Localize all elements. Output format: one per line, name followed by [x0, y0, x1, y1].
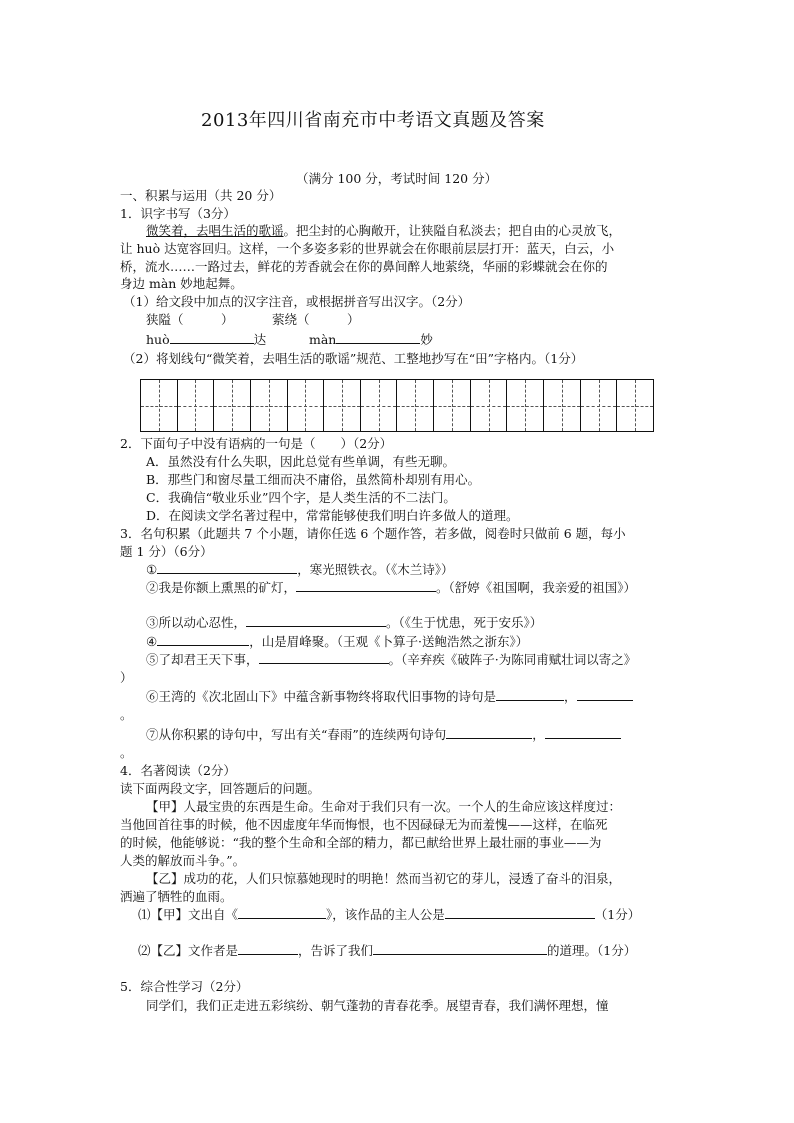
grid-cell[interactable] — [471, 380, 508, 431]
pinyin-item-2 — [309, 331, 433, 348]
item-number: ④ — [146, 634, 158, 649]
word-item-1: 狭隘（ ） — [146, 312, 234, 327]
answer-blank[interactable] — [246, 614, 386, 627]
item-text: 的道理。（1分） — [547, 943, 637, 958]
answer-blank[interactable] — [157, 561, 297, 574]
answer-blank[interactable] — [238, 942, 298, 955]
passage-jia-line-2: 当他回首往事的时候，他不因虚度年华而悔恨，也不因碌碌无为而羞愧——这样，在临死 — [120, 817, 608, 832]
passage-jia-line-3: 的时候，他能够说：“我的整个生命和全部的精力，都已献给世界上最壮丽的事业——为 — [120, 835, 602, 850]
q5-passage-line-1: 同学们，我们正走进五彩缤纷、朝气蓬勃的青春花季。展望青春，我们满怀理想，憧 — [146, 998, 609, 1013]
q1-passage-line-1 — [146, 222, 621, 239]
poem-item-5 — [146, 651, 636, 668]
item-text: ，寒光照铁衣。（《木兰诗》） — [297, 562, 454, 577]
item-text: 。（辛弃疾《破阵子·为陈同甫赋壮词以寄之》 — [388, 652, 637, 667]
poem-item-6-cont: 。 — [120, 707, 133, 722]
passage-jia-line-1: 【甲】人最宝贵的东西是生命。生命对于我们只有一次。一个人的生命应该这样度过： — [146, 799, 622, 814]
grid-cell[interactable] — [617, 380, 653, 431]
section-heading: 一、积累与运用（共 20 分） — [120, 188, 282, 203]
answer-blank[interactable] — [296, 579, 436, 592]
answer-blank[interactable] — [373, 942, 547, 955]
grid-cell[interactable] — [361, 380, 398, 431]
q4-sub-1 — [138, 906, 640, 923]
answer-blank[interactable] — [336, 331, 420, 344]
answer-blank[interactable] — [446, 726, 532, 739]
q4-intro: 读下面两段文字，回答题后的问题。 — [120, 781, 321, 796]
poem-item-2 — [146, 579, 636, 596]
answer-blank[interactable] — [259, 651, 389, 664]
item-text: ⑵【乙】文作者是 — [138, 943, 239, 958]
poem-item-3 — [146, 614, 542, 631]
q1-sub-1: （1）给文段中加点的汉字注音，或根据拼音写出汉字。（2分） — [123, 294, 471, 309]
grid-cell[interactable] — [251, 380, 288, 431]
answer-blank[interactable] — [577, 688, 633, 701]
grid-cell[interactable] — [507, 380, 544, 431]
pinyin-tail: 妙 — [420, 332, 433, 347]
answer-blank[interactable] — [170, 331, 254, 344]
passage-yi-line-1: 【乙】成功的花，人们只惊慕她现时的明艳！然而当初它的芽儿，浸透了奋斗的泪泉， — [146, 871, 622, 886]
page-title: 2013年四川省南充市中考语文真题及答案 — [201, 110, 545, 131]
poem-item-7 — [146, 726, 621, 743]
poem-item-5-cont: ） — [120, 670, 133, 685]
grid-cell[interactable] — [434, 380, 471, 431]
answer-blank[interactable] — [238, 906, 326, 919]
underlined-sentence: 微笑着，去唱生活的歌谣 — [146, 223, 284, 238]
grid-cell[interactable] — [581, 380, 618, 431]
answer-blank[interactable] — [496, 688, 564, 701]
answer-blank[interactable] — [157, 633, 249, 646]
grid-cell[interactable] — [544, 380, 581, 431]
grid-cell[interactable] — [288, 380, 325, 431]
item-text: ⑤了却君王天下事， — [146, 652, 259, 667]
item-text: 。（《生于忧患，死于安乐》） — [386, 615, 543, 630]
pinyin-tail: 达 — [253, 332, 267, 347]
question-2-heading: 2．下面句子中没有语病的一句是（ ）（2分） — [120, 436, 393, 451]
item-text: ②我是你额上熏黑的矿灯， — [146, 580, 297, 595]
item-text: ⑴【甲】文出自《 — [138, 907, 239, 922]
pinyin-item-1 — [146, 331, 266, 348]
question-4-heading: 4．名著阅读（2分） — [120, 763, 236, 778]
passage-text: 。把尘封的心胸敞开，让狭隘自私淡去；把自由的心灵放飞， — [283, 223, 622, 238]
answer-blank[interactable] — [545, 726, 621, 739]
question-3-heading: 3．名句积累（此题共 7 个小题，请你任选 6 个题作答，若多做，阅卷时只做前 6 题，每小 — [120, 526, 626, 541]
question-5-heading: 5．综合性学习（2分） — [120, 979, 249, 994]
item-text: （1分） — [594, 907, 641, 922]
item-text: ， — [532, 727, 545, 742]
question-3-heading-cont: 题 1 分）（6分） — [120, 544, 213, 559]
pinyin-text: màn — [309, 332, 337, 347]
item-text: 。（舒婷《祖国啊，我亲爱的祖国》） — [436, 580, 637, 595]
grid-cell[interactable] — [141, 380, 178, 431]
item-text: ③所以动心忍性， — [146, 615, 247, 630]
pinyin-text: huò — [146, 332, 170, 347]
poem-item-6 — [146, 688, 633, 705]
word-item-2: 萦绕（ ） — [272, 312, 360, 327]
q1-passage-line-3: 桥，流水……一路过去，鲜花的芳香就会在你的鼻间醉人地萦绕，华丽的彩蝶就会在你的 — [120, 259, 608, 274]
exam-note: （满分 100 分，考试时间 120 分） — [296, 171, 498, 186]
option-d[interactable]: D．在阅读文学名著过程中，常常能够使我们明白许多做人的道理。 — [146, 508, 519, 523]
grid-cell[interactable] — [178, 380, 215, 431]
tian-grid[interactable] — [140, 379, 654, 432]
passage-yi-line-2: 洒遍了牺牲的血雨。 — [120, 889, 233, 904]
q1-passage-line-2: 让 huò 达宽容回归。这样，一个多姿多彩的世界就会在你眼前层层打开：蓝天，白云，小 — [120, 241, 615, 256]
option-c[interactable]: C．我确信“敬业乐业”四个字，是人类生活的不二法门。 — [146, 490, 456, 505]
q1-passage-line-4: 身边 màn 妙地起舞。 — [120, 276, 243, 291]
item-text: ，山是眉峰聚。（王观《卜算子·送鲍浩然之浙东》） — [249, 634, 529, 649]
answer-blank[interactable] — [445, 906, 595, 919]
item-text: ，告诉了我们 — [298, 943, 374, 958]
question-1-heading: 1．识字书写（3分） — [120, 206, 236, 221]
item-text: ⑦从你积累的诗句中，写出有关“春雨”的连续两句诗句 — [146, 727, 447, 742]
q4-sub-2 — [138, 942, 636, 959]
option-a[interactable]: A．虽然没有什么失职，因此总觉有些单调，有些无聊。 — [146, 454, 456, 469]
grid-cell[interactable] — [214, 380, 251, 431]
item-text: ， — [564, 689, 577, 704]
poem-item-4 — [146, 633, 528, 650]
item-number: ① — [146, 562, 158, 577]
passage-jia-line-4: 人类的解放而斗争。”。 — [120, 853, 246, 868]
item-text: 》，该作品的主人公是 — [326, 907, 445, 922]
item-text: ⑥王湾的《次北固山下》中蕴含新事物终将取代旧事物的诗句是 — [146, 689, 497, 704]
poem-item-7-cont: 。 — [120, 745, 133, 760]
option-b[interactable]: B．那些门和窗尽量工细而决不庸俗，虽然简朴却别有用心。 — [146, 472, 481, 487]
grid-cell[interactable] — [397, 380, 434, 431]
poem-item-1 — [146, 561, 453, 578]
q1-sub-2: （2）将划线句“微笑着，去唱生活的歌谣”规范、工整地抄写在“田”字格内。（1分） — [123, 351, 584, 366]
grid-cell[interactable] — [324, 380, 361, 431]
